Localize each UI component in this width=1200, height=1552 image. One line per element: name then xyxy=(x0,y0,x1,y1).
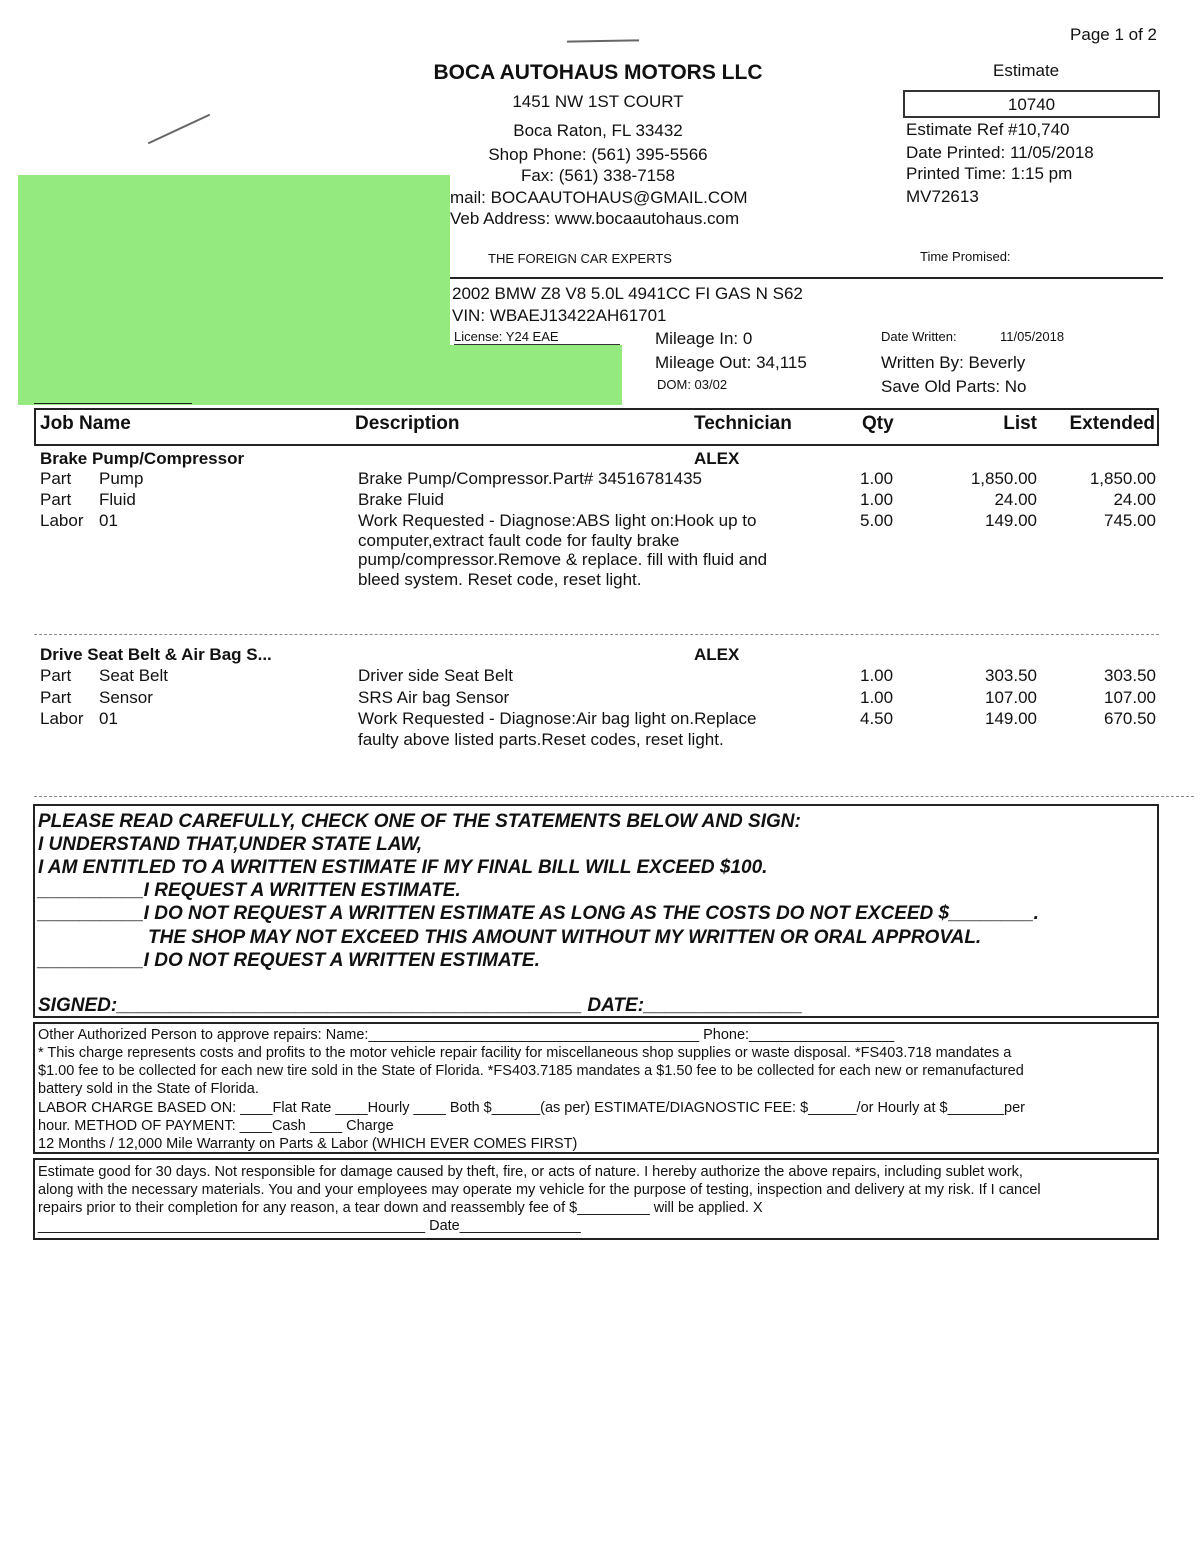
labor-charge-line[interactable]: LABOR CHARGE BASED ON: ____Flat Rate ____Hourly ____ Both $______(as per) ESTIMATE/DIAGNOSTIC FEE: $______/or Hourly at $_______per xyxy=(38,1100,1026,1116)
line-type: Part xyxy=(40,490,72,509)
line-description: Brake Pump/Compressor.Part# 34516781435 xyxy=(358,469,702,488)
company-web: Veb Address: www.bocaautohaus.com xyxy=(450,209,740,228)
dom: DOM: 03/02 xyxy=(657,377,728,392)
redaction-block xyxy=(450,345,622,405)
table-top-line xyxy=(34,403,192,404)
line-list: 1,850.00 xyxy=(970,469,1037,488)
statement-line: PLEASE READ CAREFULLY, CHECK ONE OF THE STATEMENTS BELOW AND SIGN: xyxy=(38,811,801,832)
line-qty: 1.00 xyxy=(860,490,894,509)
line-qty: 1.00 xyxy=(860,469,894,488)
terms-signature-line[interactable]: ________________________________________________ Date_______________ xyxy=(38,1218,581,1234)
line-qty: 1.00 xyxy=(860,666,894,685)
line-description: faulty above listed parts.Reset codes, reset light. xyxy=(358,730,724,749)
terms-text: repairs prior to their completion for any reason, a tear down and reassembly fee of $_________ will be applied. X xyxy=(38,1200,763,1216)
terms-text: along with the necessary materials. You and your employees may operate my vehicle for the purpose of testing, inspection and delivery at my risk. If I cancel xyxy=(38,1182,1041,1198)
line-extended: 24.00 xyxy=(1113,490,1156,509)
job-technician: ALEX xyxy=(694,449,740,468)
disclaimer-text: $1.00 fee to be collected for each new tire sold in the State of Florida. *FS403.7185 mandates a $1.50 fee to be collected for each new or remanufactured xyxy=(38,1063,1024,1079)
line-qty: 5.00 xyxy=(860,511,894,530)
line-extended: 745.00 xyxy=(1104,511,1156,530)
line-type: Labor xyxy=(40,511,84,530)
terms-text: Estimate good for 30 days. Not responsible for damage caused by theft, fire, or acts of nature. I hereby authorize the above repairs, including sublet work, xyxy=(38,1164,1023,1180)
page-label: Page 1 of 2 xyxy=(1070,25,1157,44)
line-code: Seat Belt xyxy=(99,666,168,685)
vehicle-vin: VIN: WBAEJ13422AH61701 xyxy=(452,306,667,325)
line-description: SRS Air bag Sensor xyxy=(358,688,510,707)
header-qty: Qty xyxy=(862,413,894,434)
date-printed: Date Printed: 11/05/2018 xyxy=(906,143,1094,162)
line-list: 149.00 xyxy=(985,709,1037,728)
payment-method-line[interactable]: hour. METHOD OF PAYMENT: ____Cash ____ Charge xyxy=(38,1118,394,1134)
line-type: Part xyxy=(40,688,72,707)
company-address-line2: Boca Raton, FL 33432 xyxy=(513,121,683,140)
signature-line[interactable]: SIGNED:____________________________________________ DATE:_______________ xyxy=(38,995,803,1016)
line-qty: 1.00 xyxy=(860,688,894,707)
job-title: Brake Pump/Compressor xyxy=(40,449,245,468)
line-list: 149.00 xyxy=(985,511,1037,530)
date-written-label: Date Written: xyxy=(881,329,957,344)
statement-option-request[interactable]: __________I REQUEST A WRITTEN ESTIMATE. xyxy=(38,880,461,901)
line-list: 24.00 xyxy=(994,490,1037,509)
save-old-parts: Save Old Parts: No xyxy=(881,377,1027,396)
time-promised: Time Promised: xyxy=(920,249,1011,264)
line-list: 303.50 xyxy=(985,666,1037,685)
line-extended: 303.50 xyxy=(1104,666,1156,685)
vehicle-description: 2002 BMW Z8 V8 5.0L 4941CC FI GAS N S62 xyxy=(452,284,803,303)
job-title: Drive Seat Belt & Air Bag S... xyxy=(40,645,272,664)
vehicle-license: License: Y24 EAE xyxy=(454,329,620,345)
line-extended: 670.50 xyxy=(1104,709,1156,728)
header-description: Description xyxy=(355,413,460,434)
line-code: 01 xyxy=(99,511,118,530)
mileage-in: Mileage In: 0 xyxy=(655,329,753,348)
job-divider xyxy=(34,634,1159,635)
header-extended: Extended xyxy=(1069,413,1155,434)
statement-line: I AM ENTITLED TO A WRITTEN ESTIMATE IF MY FINAL BILL WILL EXCEED $100. xyxy=(38,857,768,878)
line-type: Labor xyxy=(40,709,84,728)
company-tagline: THE FOREIGN CAR EXPERTS xyxy=(488,251,672,266)
company-email: mail: BOCAAUTOHAUS@GMAIL.COM xyxy=(450,188,748,207)
header-technician: Technician xyxy=(694,413,792,434)
line-description: bleed system. Reset code, reset light. xyxy=(358,570,642,589)
line-description: Work Requested - Diagnose:ABS light on:Hook up to xyxy=(358,511,757,530)
authorized-person-line[interactable]: Other Authorized Person to approve repairs: Name:_________________________________________ Phone:__________________ xyxy=(38,1027,895,1043)
header-job-name: Job Name xyxy=(40,413,131,434)
line-code: Pump xyxy=(99,469,144,488)
company-phone: Shop Phone: (561) 395-5566 xyxy=(488,145,708,164)
line-list: 107.00 xyxy=(985,688,1037,707)
written-by: Written By: Beverly xyxy=(881,353,1026,372)
staple-mark xyxy=(148,114,210,145)
warranty-text: 12 Months / 12,000 Mile Warranty on Parts & Labor (WHICH EVER COMES FIRST) xyxy=(38,1136,578,1152)
company-fax: Fax: (561) 338-7158 xyxy=(520,166,676,185)
statement-option-no-estimate[interactable]: __________I DO NOT REQUEST A WRITTEN ESTIMATE. xyxy=(38,950,540,971)
section-divider xyxy=(34,796,1194,797)
statement-option-not-exceed[interactable]: __________I DO NOT REQUEST A WRITTEN ESTIMATE AS LONG AS THE COSTS DO NOT EXCEED $________. xyxy=(38,903,1039,924)
job-technician: ALEX xyxy=(694,645,740,664)
company-address-line1: 1451 NW 1ST COURT xyxy=(512,92,684,111)
line-description: Driver side Seat Belt xyxy=(358,666,513,685)
mileage-out: Mileage Out: 34,115 xyxy=(655,353,807,372)
line-extended: 1,850.00 xyxy=(1089,469,1156,488)
company-name: BOCA AUTOHAUS MOTORS LLC xyxy=(433,61,763,84)
estimate-label: Estimate xyxy=(993,61,1060,80)
header-divider xyxy=(450,277,1163,279)
estimate-number: 10740 xyxy=(1007,95,1056,114)
line-description: computer,extract fault code for faulty brake xyxy=(358,531,680,550)
date-written-value: 11/05/2018 xyxy=(1000,329,1065,344)
line-code: Sensor xyxy=(99,688,153,707)
line-type: Part xyxy=(40,469,72,488)
header-list: List xyxy=(1003,413,1037,434)
estimate-code: MV72613 xyxy=(906,187,979,206)
disclaimer-text: * This charge represents costs and profits to the motor vehicle repair facility for miscellaneous shop supplies or waste disposal. *FS403.718 mandates a xyxy=(38,1045,1012,1061)
line-description: Brake Fluid xyxy=(358,490,444,509)
line-description: pump/compressor.Remove & replace. fill with fluid and xyxy=(358,550,768,569)
staple-mark xyxy=(567,39,639,42)
statement-line: THE SHOP MAY NOT EXCEED THIS AMOUNT WITHOUT MY WRITTEN OR ORAL APPROVAL. xyxy=(148,927,982,948)
redaction-block xyxy=(18,175,450,405)
disclaimer-text: battery sold in the State of Florida. xyxy=(38,1081,259,1097)
statement-line: I UNDERSTAND THAT,UNDER STATE LAW, xyxy=(38,834,423,855)
estimate-ref: Estimate Ref #10,740 xyxy=(906,120,1070,139)
line-extended: 107.00 xyxy=(1104,688,1156,707)
line-description: Work Requested - Diagnose:Air bag light on.Replace xyxy=(358,709,757,728)
printed-time: Printed Time: 1:15 pm xyxy=(906,164,1073,183)
line-type: Part xyxy=(40,666,72,685)
line-qty: 4.50 xyxy=(860,709,894,728)
line-code: Fluid xyxy=(99,490,136,509)
line-code: 01 xyxy=(99,709,118,728)
